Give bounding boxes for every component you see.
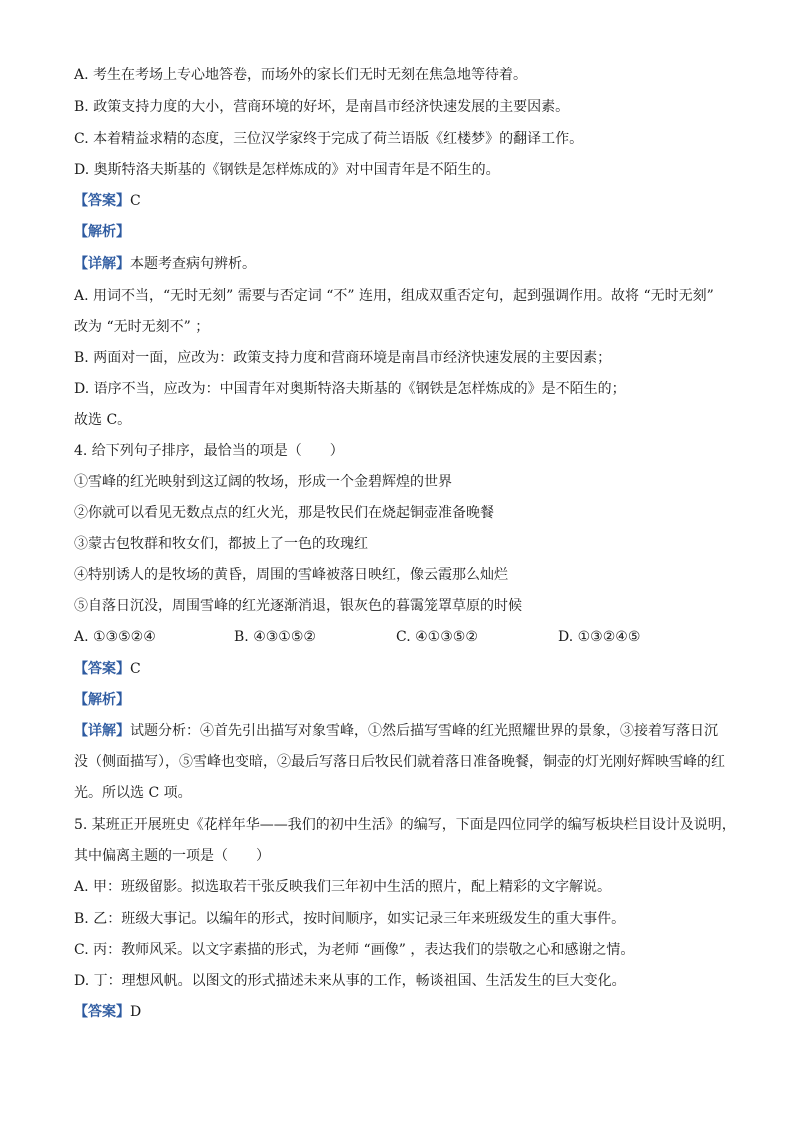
detail-label: 【详解】 <box>74 256 130 272</box>
q4-options <box>74 627 754 649</box>
q4-analysis-heading <box>74 690 130 710</box>
q4-detail-line <box>74 721 718 741</box>
q4-stem: 4. 给下列句子排序，最恰当的项是（ ） <box>74 443 344 459</box>
q5-option-a: A. 甲：班级留影。拟选取若干张反映我们三年初中生活的照片，配上精彩的文字解说。 <box>74 879 612 895</box>
q5-stem-line: 5. 某班正开展班史《花样年华——我们的初中生活》的编写，下面是四位同学的编写板块栏目设计及说明， <box>74 817 736 833</box>
answer-value: C <box>130 193 141 209</box>
q4-option-a: A. ①③⑤②④ <box>74 629 156 645</box>
q3-detail-heading <box>74 254 256 274</box>
q3-option-d: D. 奥斯特洛夫斯基的《钢铁是怎样炼成的》对中国青年是不陌生的。 <box>74 162 500 178</box>
q4-option-d: D. ①③②④⑤ <box>558 629 641 645</box>
analysis-label: 【解析】 <box>74 692 130 708</box>
q3-answer <box>74 191 141 211</box>
q4-sentence: ①雪峰的红光映射到这辽阔的牧场，形成一个金碧辉煌的世界 <box>74 474 452 490</box>
q3-detail-line: 故选 C。 <box>74 412 132 428</box>
q4-option-b: B. ④③①⑤② <box>234 629 316 645</box>
answer-label: 【答案】 <box>74 1004 130 1020</box>
q4-detail-line: 光。所以选 C 项。 <box>74 785 192 801</box>
answer-label: 【答案】 <box>74 661 130 677</box>
q5-option-c: C. 丙：教师风采。以文字素描的形式，为老师 “画像” ，表达我们的崇敬之心和感谢之情。 <box>74 942 635 958</box>
q5-option-b: B. 乙：班级大事记。以编年的形式，按时间顺序，如实记录三年来班级发生的重大事件。 <box>74 911 626 927</box>
q4-detail-line: 没（侧面描写），⑤雪峰也变暗，②最后写落日后牧民们就着落日准备晚餐，铜壶的灯光刚好辉映雪峰的红 <box>74 754 725 770</box>
q3-detail-line: 改为 “无时无刻不” ； <box>74 319 210 335</box>
q4-sentence: ⑤自落日沉没，周围雪峰的红光逐渐消退，银灰色的暮霭笼罩草原的时候 <box>74 598 522 614</box>
q3-detail-line: B. 两面对一面，应改为：政策支持力度和营商环境是南昌市经济快速发展的主要因素； <box>74 350 612 366</box>
answer-label: 【答案】 <box>74 193 130 209</box>
q3-detail-line: A. 用词不当，“无时无刻” 需要与否定词 “不” 连用，组成双重否定句，起到强调作用。故将 “无时无刻” <box>74 288 714 304</box>
q5-stem-line: 其中偏离主题的一项是（ ） <box>74 848 270 864</box>
q3-analysis-heading <box>74 222 130 242</box>
q3-option-b: B. 政策支持力度的大小，营商环境的好坏，是南昌市经济快速发展的主要因素。 <box>74 99 570 115</box>
q5-answer <box>74 1002 141 1022</box>
detail-label: 【详解】 <box>74 723 130 739</box>
detail-text: 本题考查病句辨析。 <box>130 256 256 272</box>
answer-value: D <box>130 1004 142 1020</box>
q4-option-c: C. ④①③⑤② <box>396 629 478 645</box>
q4-sentence: ④特别诱人的是牧场的黄昏，周围的雪峰被落日映红，像云霞那么灿烂 <box>74 567 508 583</box>
q5-option-d: D. 丁：理想风帆。以图文的形式描述未来从事的工作，畅谈祖国、生活发生的巨大变化。 <box>74 973 626 989</box>
q3-detail-line: D. 语序不当，应改为：中国青年对奥斯特洛夫斯基的《钢铁是怎样炼成的》是不陌生的； <box>74 381 626 397</box>
q4-sentence: ②你就可以看见无数点点的红火光，那是牧民们在烧起铜壶准备晚餐 <box>74 505 494 521</box>
analysis-label: 【解析】 <box>74 224 130 240</box>
q3-option-a: A. 考生在考场上专心地答卷，而场外的家长们无时无刻在焦急地等待着。 <box>74 67 528 83</box>
answer-value: C <box>130 661 141 677</box>
q4-answer <box>74 659 141 679</box>
q4-sentence: ③蒙古包牧群和牧女们，都披上了一色的玫瑰红 <box>74 536 368 552</box>
detail-text: 试题分析：④首先引出描写对象雪峰，①然后描写雪峰的红光照耀世界的景象，③接着写落日沉 <box>130 723 718 739</box>
q3-option-c: C. 本着精益求精的态度，三位汉学家终于完成了荷兰语版《红楼梦》的翻译工作。 <box>74 131 584 147</box>
